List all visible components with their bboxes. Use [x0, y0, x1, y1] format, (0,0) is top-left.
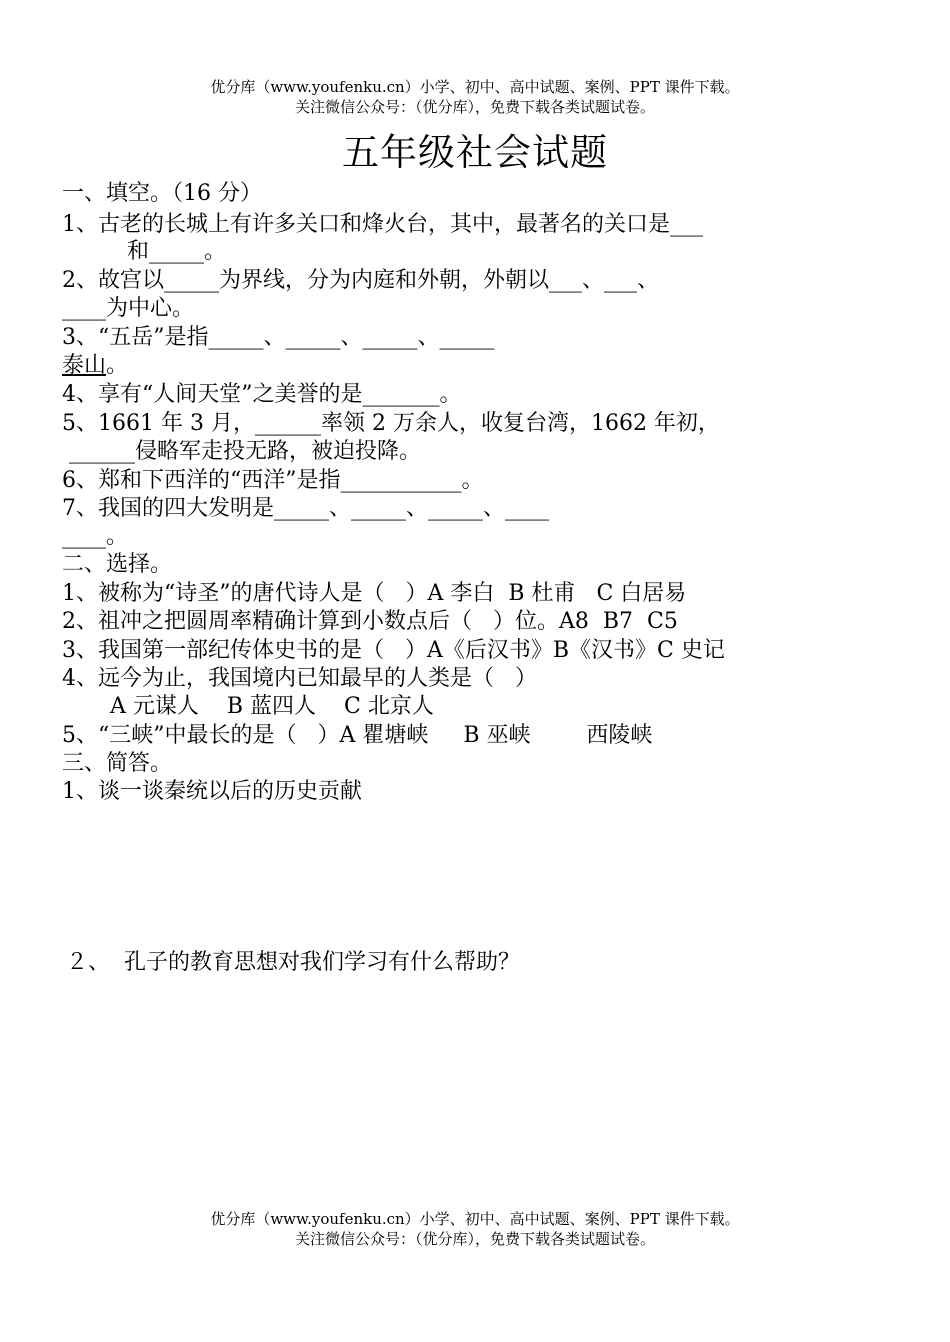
section2-heading: 二、选择。 [62, 552, 173, 577]
page-title: 五年级社会试题 [342, 131, 608, 174]
section1-q3-line1: 3、“五岳”是指_____、_____、_____、_____ [62, 325, 495, 350]
section1-q3-period: 。 [106, 353, 129, 378]
section1-q7-line1: 7、我国的四大发明是_____、_____、_____、____ [62, 496, 549, 521]
section3-q1: 1、谈一谈秦统以后的历史贡献 [62, 779, 362, 804]
section1-q6: 6、郑和下西洋的“西洋”是指___________。 [62, 468, 484, 493]
section3-heading: 三、简答。 [62, 751, 173, 776]
section2-q2: 2、祖冲之把圆周率精确计算到小数点后（ ）位。A8 B7 C5 [62, 609, 678, 634]
section2-q3: 3、我国第一部纪传体史书的是（ ）A《后汉书》B《汉书》C 史记 [62, 638, 725, 663]
section1-q5-line1: 5、1661 年 3 月，______率领 2 万余人，收复台湾，1662 年初， [62, 411, 720, 436]
section2-q5: 5、“三峡”中最长的是（ ）A 瞿塘峡 B 巫峡 西陵峡 [62, 723, 653, 748]
header-line-2: 关注微信公众号：（优分库），免费下载各类试题试卷。 [294, 98, 655, 116]
page-footer [0, 1209, 950, 1249]
section2-q4-options: A 元谋人 B 蓝四人 C 北京人 [110, 694, 434, 719]
section2-q1: 1、被称为“诗圣”的唐代诗人是（ ）A 李白 B 杜甫 C 白居易 [62, 581, 687, 606]
page-header [0, 77, 950, 117]
section1-q2-line1: 2、故宫以_____为界线，分为内庭和外朝，外朝以___、___、 [62, 268, 659, 293]
section1-q1-line2: 和_____。 [127, 239, 227, 264]
section1-q7-line2: ____。 [62, 524, 129, 549]
section1-q1-line1: 1、古老的长城上有许多关口和烽火台，其中，最著名的关口是___ [62, 212, 703, 237]
section1-q5-line2: ______侵略军走投无路，被迫投降。 [62, 439, 421, 464]
footer-line-2: 关注微信公众号：（优分库），免费下载各类试题试卷。 [294, 1230, 655, 1248]
header-line-1: 优分库（www.youfenku.cn）小学、初中、高中试题、案例、PPT 课件下载。 [210, 78, 740, 96]
footer-line-1: 优分库（www.youfenku.cn）小学、初中、高中试题、案例、PPT 课件下载。 [210, 1210, 740, 1228]
section1-q3-underlined-answer: 泰山 [62, 353, 107, 378]
section1-q2-line2: ____为中心。 [62, 296, 195, 321]
section1-q4: 4、享有“人间天堂”之美誉的是_______。 [62, 382, 462, 407]
section1-q3-line2 [62, 352, 128, 380]
section2-q4-line1: 4、远今为止，我国境内已知最早的人类是（ ） [62, 666, 537, 691]
section3-q2: ２、 孔子的教育思想对我们学习有什么帮助？ [66, 950, 520, 975]
section1-heading: 一、填空。（16 分） [62, 181, 262, 206]
